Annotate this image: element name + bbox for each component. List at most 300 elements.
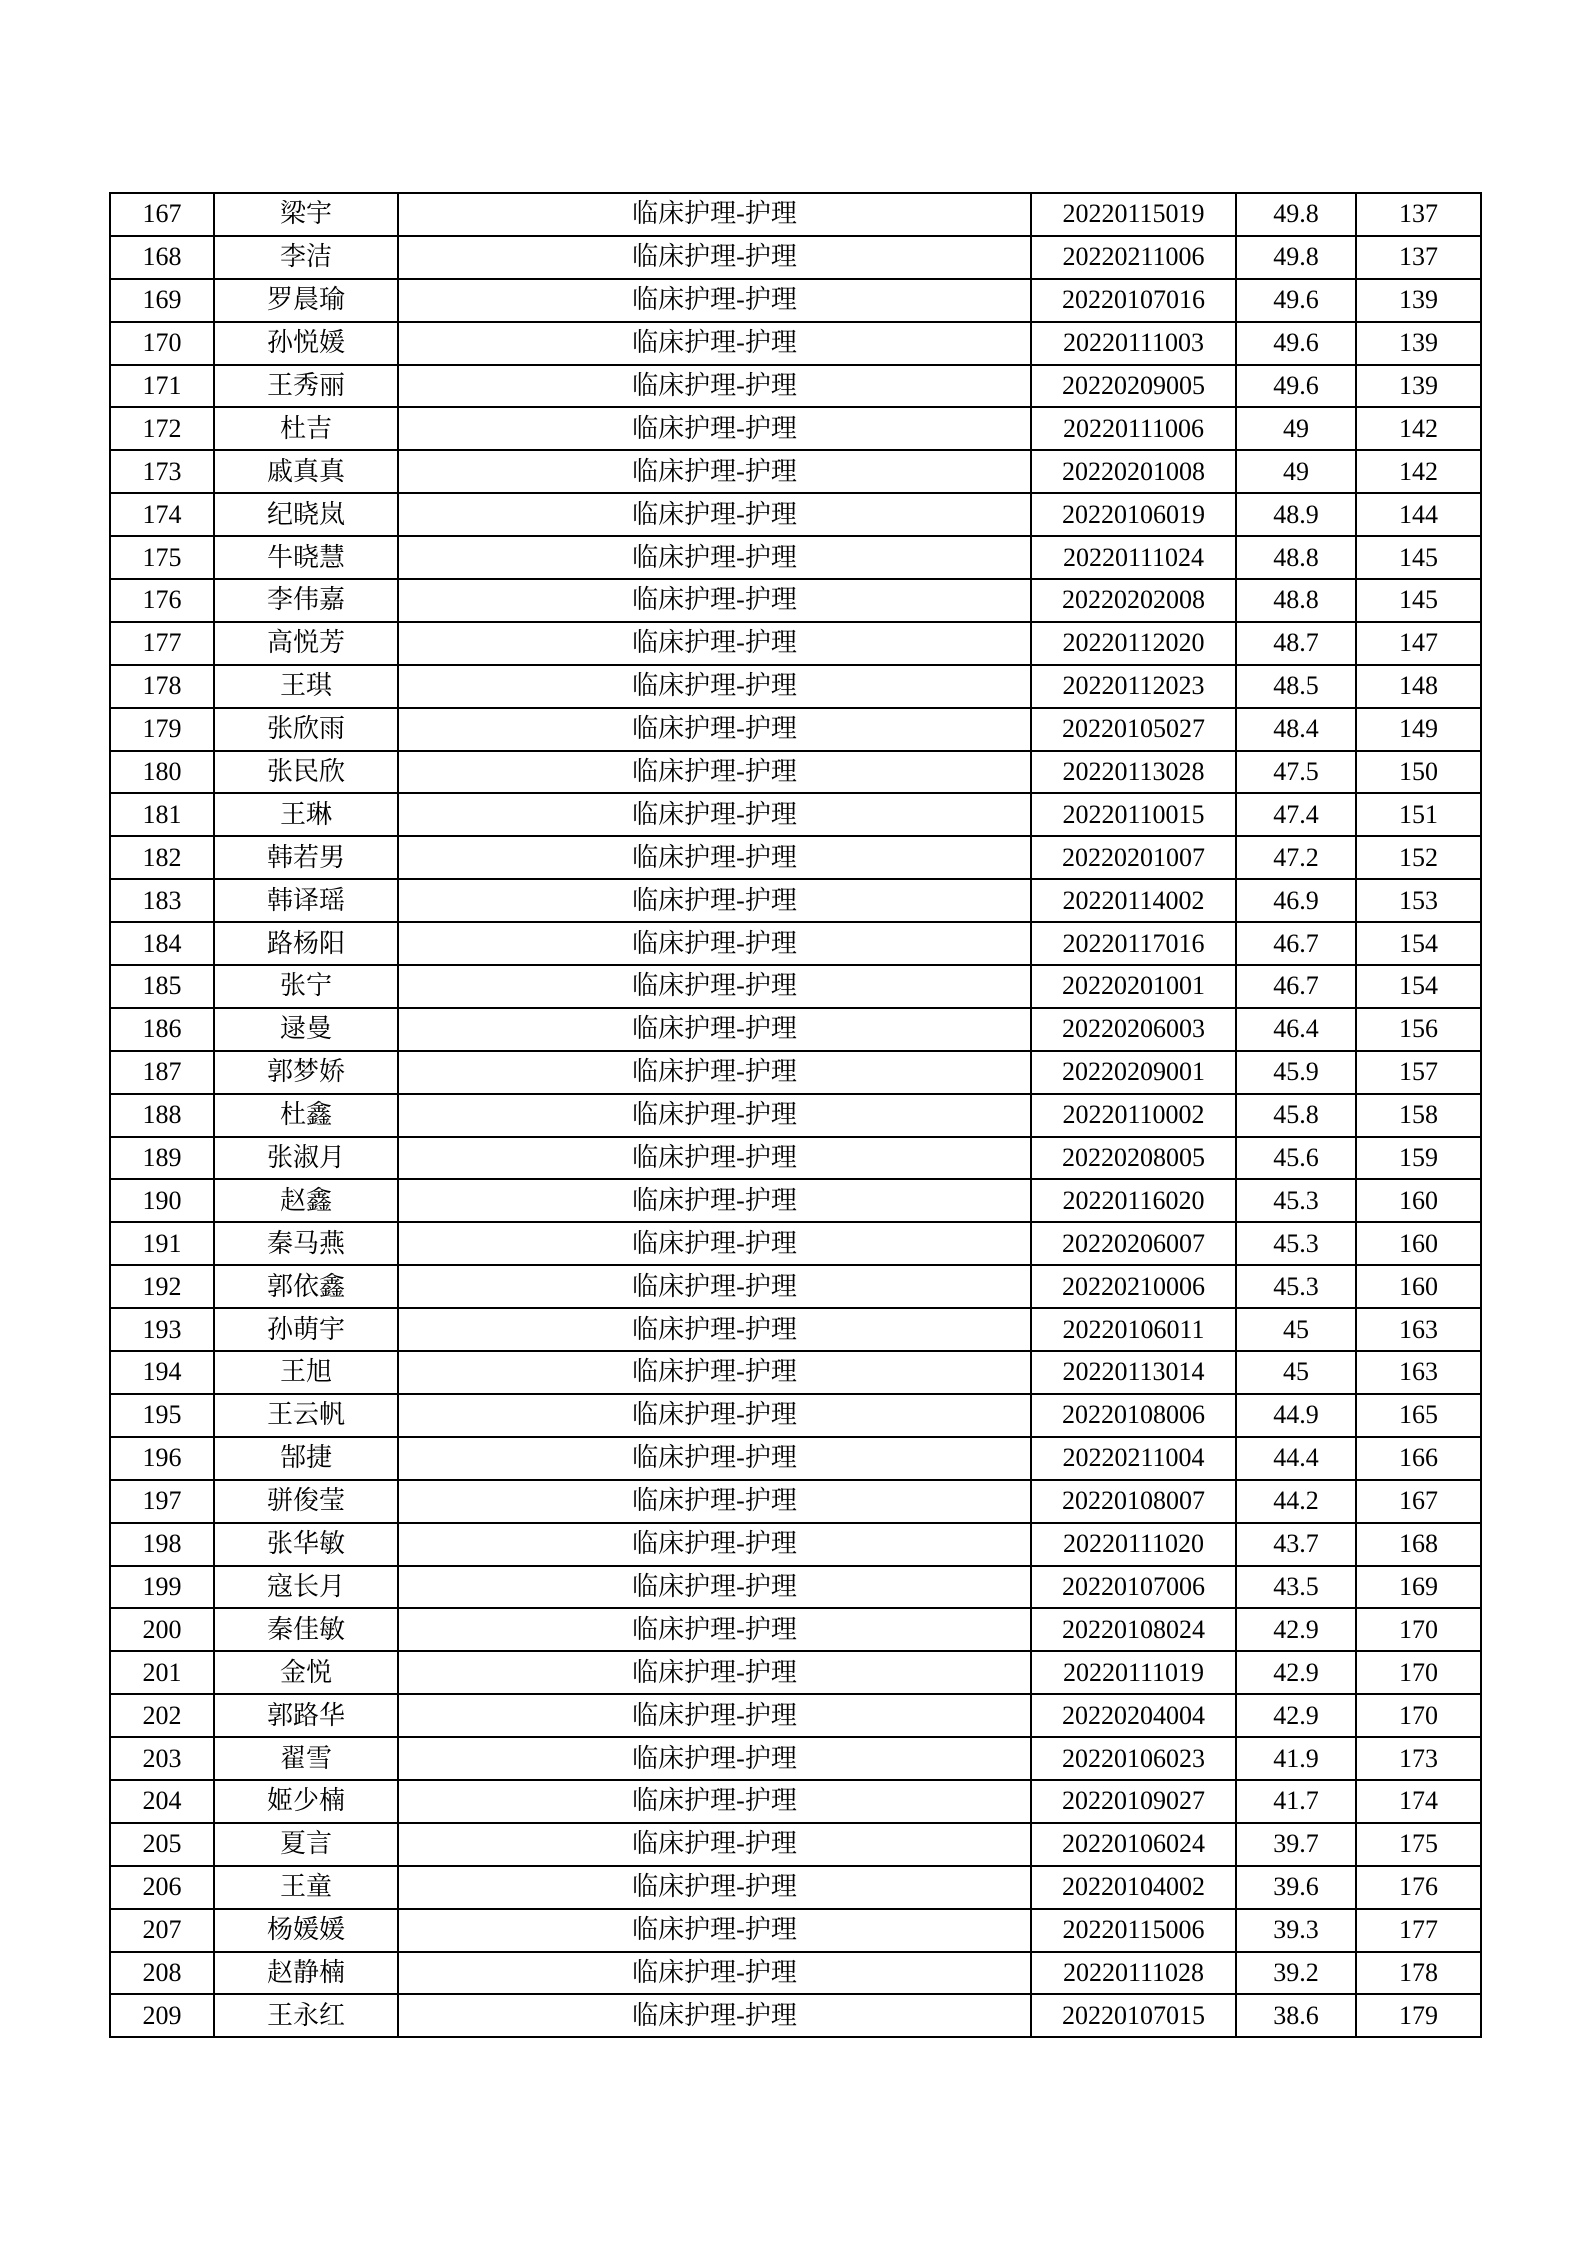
cell-position: 临床护理-护理 <box>398 193 1031 236</box>
table-row <box>110 365 1481 408</box>
cell-name: 姬少楠 <box>214 1780 398 1823</box>
cell-exam-no: 20220108007 <box>1031 1480 1236 1523</box>
cell-position: 临床护理-护理 <box>398 1823 1031 1866</box>
cell-name: 王琳 <box>214 793 398 836</box>
cell-exam-no: 20220204004 <box>1031 1694 1236 1737</box>
cell-rank: 142 <box>1356 407 1481 450</box>
cell-name: 王童 <box>214 1866 398 1909</box>
cell-name: 骈俊莹 <box>214 1480 398 1523</box>
cell-exam-no: 20220107015 <box>1031 1994 1236 2037</box>
cell-score: 45.3 <box>1236 1179 1356 1222</box>
cell-no: 191 <box>110 1222 214 1265</box>
cell-name: 罗晨瑜 <box>214 279 398 322</box>
cell-name: 夏言 <box>214 1823 398 1866</box>
cell-score: 47.5 <box>1236 751 1356 794</box>
cell-name: 金悦 <box>214 1651 398 1694</box>
cell-name: 赵静楠 <box>214 1952 398 1995</box>
cell-score: 43.7 <box>1236 1523 1356 1566</box>
cell-no: 204 <box>110 1780 214 1823</box>
cell-exam-no: 20220115006 <box>1031 1909 1236 1952</box>
cell-no: 203 <box>110 1737 214 1780</box>
cell-rank: 151 <box>1356 793 1481 836</box>
cell-score: 45.9 <box>1236 1051 1356 1094</box>
cell-no: 170 <box>110 322 214 365</box>
cell-name: 秦佳敏 <box>214 1608 398 1651</box>
cell-name: 杨媛媛 <box>214 1909 398 1952</box>
cell-position: 临床护理-护理 <box>398 536 1031 579</box>
cell-no: 173 <box>110 450 214 493</box>
cell-position: 临床护理-护理 <box>398 1437 1031 1480</box>
cell-exam-no: 20220110002 <box>1031 1094 1236 1137</box>
cell-position: 临床护理-护理 <box>398 836 1031 879</box>
cell-exam-no: 20220209001 <box>1031 1051 1236 1094</box>
cell-rank: 175 <box>1356 1823 1481 1866</box>
table-row <box>110 322 1481 365</box>
cell-name: 孙悦媛 <box>214 322 398 365</box>
cell-name: 牛晓慧 <box>214 536 398 579</box>
cell-score: 42.9 <box>1236 1608 1356 1651</box>
cell-rank: 160 <box>1356 1265 1481 1308</box>
cell-name: 韩若男 <box>214 836 398 879</box>
cell-position: 临床护理-护理 <box>398 493 1031 536</box>
cell-name: 李伟嘉 <box>214 579 398 622</box>
cell-name: 戚真真 <box>214 450 398 493</box>
cell-score: 45 <box>1236 1308 1356 1351</box>
cell-rank: 139 <box>1356 279 1481 322</box>
table-row <box>110 1094 1481 1137</box>
cell-no: 180 <box>110 751 214 794</box>
cell-position: 临床护理-护理 <box>398 1222 1031 1265</box>
cell-score: 46.7 <box>1236 965 1356 1008</box>
cell-score: 46.4 <box>1236 1008 1356 1051</box>
cell-exam-no: 20220202008 <box>1031 579 1236 622</box>
cell-name: 王旭 <box>214 1351 398 1394</box>
table-row <box>110 665 1481 708</box>
cell-name: 王永红 <box>214 1994 398 2037</box>
cell-exam-no: 20220104002 <box>1031 1866 1236 1909</box>
cell-exam-no: 20220211006 <box>1031 236 1236 279</box>
cell-position: 临床护理-护理 <box>398 1566 1031 1609</box>
table-row <box>110 1651 1481 1694</box>
cell-name: 杜吉 <box>214 407 398 450</box>
table-row <box>110 1737 1481 1780</box>
cell-rank: 170 <box>1356 1608 1481 1651</box>
cell-score: 45.6 <box>1236 1137 1356 1180</box>
cell-exam-no: 20220111024 <box>1031 536 1236 579</box>
cell-name: 高悦芳 <box>214 622 398 665</box>
table-row <box>110 879 1481 922</box>
cell-exam-no: 20220115019 <box>1031 193 1236 236</box>
cell-score: 49.6 <box>1236 365 1356 408</box>
cell-rank: 157 <box>1356 1051 1481 1094</box>
table-row <box>110 493 1481 536</box>
table-row <box>110 922 1481 965</box>
cell-no: 200 <box>110 1608 214 1651</box>
cell-exam-no: 20220210006 <box>1031 1265 1236 1308</box>
cell-position: 临床护理-护理 <box>398 279 1031 322</box>
cell-position: 临床护理-护理 <box>398 1866 1031 1909</box>
cell-rank: 166 <box>1356 1437 1481 1480</box>
cell-score: 49.8 <box>1236 193 1356 236</box>
cell-position: 临床护理-护理 <box>398 793 1031 836</box>
cell-position: 临床护理-护理 <box>398 1780 1031 1823</box>
cell-rank: 152 <box>1356 836 1481 879</box>
cell-exam-no: 20220113028 <box>1031 751 1236 794</box>
cell-exam-no: 20220113014 <box>1031 1351 1236 1394</box>
cell-position: 临床护理-护理 <box>398 579 1031 622</box>
table-row <box>110 407 1481 450</box>
cell-no: 197 <box>110 1480 214 1523</box>
cell-name: 赵鑫 <box>214 1179 398 1222</box>
cell-no: 172 <box>110 407 214 450</box>
cell-no: 190 <box>110 1179 214 1222</box>
score-table <box>109 192 1482 2038</box>
cell-rank: 144 <box>1356 493 1481 536</box>
cell-score: 38.6 <box>1236 1994 1356 2037</box>
cell-position: 临床护理-护理 <box>398 1008 1031 1051</box>
cell-no: 186 <box>110 1008 214 1051</box>
cell-no: 209 <box>110 1994 214 2037</box>
cell-score: 45.3 <box>1236 1222 1356 1265</box>
table-row <box>110 1480 1481 1523</box>
cell-position: 临床护理-护理 <box>398 1308 1031 1351</box>
cell-exam-no: 20220201008 <box>1031 450 1236 493</box>
cell-name: 秦马燕 <box>214 1222 398 1265</box>
cell-position: 临床护理-护理 <box>398 1909 1031 1952</box>
cell-no: 169 <box>110 279 214 322</box>
cell-no: 202 <box>110 1694 214 1737</box>
cell-no: 193 <box>110 1308 214 1351</box>
cell-rank: 168 <box>1356 1523 1481 1566</box>
cell-no: 187 <box>110 1051 214 1094</box>
cell-rank: 142 <box>1356 450 1481 493</box>
cell-position: 临床护理-护理 <box>398 1480 1031 1523</box>
cell-name: 孙萌宇 <box>214 1308 398 1351</box>
table-row <box>110 1694 1481 1737</box>
cell-rank: 154 <box>1356 965 1481 1008</box>
cell-name: 李洁 <box>214 236 398 279</box>
cell-name: 翟雪 <box>214 1737 398 1780</box>
cell-rank: 160 <box>1356 1179 1481 1222</box>
cell-position: 临床护理-护理 <box>398 708 1031 751</box>
cell-rank: 156 <box>1356 1008 1481 1051</box>
table-row <box>110 236 1481 279</box>
cell-score: 49 <box>1236 450 1356 493</box>
cell-exam-no: 20220106024 <box>1031 1823 1236 1866</box>
cell-score: 41.9 <box>1236 1737 1356 1780</box>
cell-position: 临床护理-护理 <box>398 751 1031 794</box>
cell-score: 46.9 <box>1236 879 1356 922</box>
cell-rank: 145 <box>1356 536 1481 579</box>
cell-score: 42.9 <box>1236 1651 1356 1694</box>
cell-position: 临床护理-护理 <box>398 922 1031 965</box>
cell-score: 45.8 <box>1236 1094 1356 1137</box>
cell-exam-no: 20220209005 <box>1031 365 1236 408</box>
cell-score: 48.8 <box>1236 536 1356 579</box>
table-row <box>110 1222 1481 1265</box>
cell-position: 临床护理-护理 <box>398 965 1031 1008</box>
cell-rank: 176 <box>1356 1866 1481 1909</box>
cell-rank: 154 <box>1356 922 1481 965</box>
cell-rank: 174 <box>1356 1780 1481 1823</box>
cell-position: 临床护理-护理 <box>398 622 1031 665</box>
cell-score: 44.4 <box>1236 1437 1356 1480</box>
cell-name: 王秀丽 <box>214 365 398 408</box>
table-row <box>110 1137 1481 1180</box>
cell-rank: 177 <box>1356 1909 1481 1952</box>
cell-score: 47.4 <box>1236 793 1356 836</box>
cell-no: 167 <box>110 193 214 236</box>
cell-rank: 170 <box>1356 1651 1481 1694</box>
cell-score: 49.8 <box>1236 236 1356 279</box>
cell-exam-no: 20220211004 <box>1031 1437 1236 1480</box>
table-row <box>110 579 1481 622</box>
cell-exam-no: 20220201001 <box>1031 965 1236 1008</box>
cell-no: 185 <box>110 965 214 1008</box>
cell-name: 张民欣 <box>214 751 398 794</box>
cell-name: 郜捷 <box>214 1437 398 1480</box>
cell-position: 临床护理-护理 <box>398 1094 1031 1137</box>
table-row <box>110 1437 1481 1480</box>
table-row <box>110 279 1481 322</box>
cell-no: 175 <box>110 536 214 579</box>
table-row <box>110 622 1481 665</box>
cell-exam-no: 20220111006 <box>1031 407 1236 450</box>
cell-name: 逯曼 <box>214 1008 398 1051</box>
cell-position: 临床护理-护理 <box>398 1994 1031 2037</box>
cell-position: 临床护理-护理 <box>398 1523 1031 1566</box>
cell-no: 183 <box>110 879 214 922</box>
cell-rank: 137 <box>1356 193 1481 236</box>
cell-position: 临床护理-护理 <box>398 1137 1031 1180</box>
table-row <box>110 1051 1481 1094</box>
cell-exam-no: 20220116020 <box>1031 1179 1236 1222</box>
cell-rank: 165 <box>1356 1394 1481 1437</box>
cell-position: 临床护理-护理 <box>398 1051 1031 1094</box>
cell-no: 178 <box>110 665 214 708</box>
cell-exam-no: 20220106019 <box>1031 493 1236 536</box>
cell-position: 临床护理-护理 <box>398 1694 1031 1737</box>
table-row <box>110 193 1481 236</box>
table-row <box>110 1308 1481 1351</box>
cell-score: 39.6 <box>1236 1866 1356 1909</box>
cell-no: 208 <box>110 1952 214 1995</box>
cell-rank: 137 <box>1356 236 1481 279</box>
cell-rank: 179 <box>1356 1994 1481 2037</box>
cell-rank: 150 <box>1356 751 1481 794</box>
cell-no: 179 <box>110 708 214 751</box>
cell-score: 45.3 <box>1236 1265 1356 1308</box>
cell-score: 48.7 <box>1236 622 1356 665</box>
table-row <box>110 536 1481 579</box>
cell-score: 45 <box>1236 1351 1356 1394</box>
cell-name: 梁宇 <box>214 193 398 236</box>
cell-no: 205 <box>110 1823 214 1866</box>
cell-exam-no: 20220105027 <box>1031 708 1236 751</box>
cell-exam-no: 20220111003 <box>1031 322 1236 365</box>
cell-name: 路杨阳 <box>214 922 398 965</box>
cell-score: 39.3 <box>1236 1909 1356 1952</box>
cell-no: 189 <box>110 1137 214 1180</box>
cell-position: 临床护理-护理 <box>398 879 1031 922</box>
cell-position: 临床护理-护理 <box>398 236 1031 279</box>
table-row <box>110 1265 1481 1308</box>
table-row <box>110 1523 1481 1566</box>
cell-position: 临床护理-护理 <box>398 1179 1031 1222</box>
cell-no: 199 <box>110 1566 214 1609</box>
cell-exam-no: 20220111028 <box>1031 1952 1236 1995</box>
cell-exam-no: 20220109027 <box>1031 1780 1236 1823</box>
cell-score: 41.7 <box>1236 1780 1356 1823</box>
cell-rank: 163 <box>1356 1308 1481 1351</box>
cell-no: 177 <box>110 622 214 665</box>
cell-name: 纪晓岚 <box>214 493 398 536</box>
cell-exam-no: 20220206003 <box>1031 1008 1236 1051</box>
cell-no: 194 <box>110 1351 214 1394</box>
table-row <box>110 1394 1481 1437</box>
cell-score: 48.5 <box>1236 665 1356 708</box>
table-row <box>110 751 1481 794</box>
cell-position: 临床护理-护理 <box>398 1952 1031 1995</box>
cell-position: 临床护理-护理 <box>398 1394 1031 1437</box>
cell-name: 郭路华 <box>214 1694 398 1737</box>
cell-name: 张淑月 <box>214 1137 398 1180</box>
cell-no: 192 <box>110 1265 214 1308</box>
cell-rank: 169 <box>1356 1566 1481 1609</box>
cell-name: 郭梦娇 <box>214 1051 398 1094</box>
cell-no: 181 <box>110 793 214 836</box>
cell-rank: 178 <box>1356 1952 1481 1995</box>
table-body <box>110 193 1481 2037</box>
cell-score: 46.7 <box>1236 922 1356 965</box>
cell-exam-no: 20220110015 <box>1031 793 1236 836</box>
table-row <box>110 1909 1481 1952</box>
cell-position: 临床护理-护理 <box>398 1351 1031 1394</box>
cell-exam-no: 20220108006 <box>1031 1394 1236 1437</box>
cell-score: 44.9 <box>1236 1394 1356 1437</box>
cell-no: 176 <box>110 579 214 622</box>
cell-exam-no: 20220114002 <box>1031 879 1236 922</box>
cell-name: 王琪 <box>214 665 398 708</box>
cell-no: 168 <box>110 236 214 279</box>
cell-no: 184 <box>110 922 214 965</box>
cell-rank: 139 <box>1356 365 1481 408</box>
cell-score: 39.2 <box>1236 1952 1356 1995</box>
cell-rank: 170 <box>1356 1694 1481 1737</box>
table-row <box>110 965 1481 1008</box>
cell-no: 182 <box>110 836 214 879</box>
cell-score: 49.6 <box>1236 279 1356 322</box>
cell-rank: 160 <box>1356 1222 1481 1265</box>
table-row <box>110 1994 1481 2037</box>
table-row <box>110 1008 1481 1051</box>
cell-rank: 153 <box>1356 879 1481 922</box>
cell-position: 临床护理-护理 <box>398 365 1031 408</box>
cell-position: 临床护理-护理 <box>398 1608 1031 1651</box>
cell-no: 206 <box>110 1866 214 1909</box>
cell-exam-no: 20220206007 <box>1031 1222 1236 1265</box>
cell-name: 张欣雨 <box>214 708 398 751</box>
table-row <box>110 1823 1481 1866</box>
cell-exam-no: 20220201007 <box>1031 836 1236 879</box>
cell-exam-no: 20220111020 <box>1031 1523 1236 1566</box>
table-row <box>110 1566 1481 1609</box>
cell-exam-no: 20220112023 <box>1031 665 1236 708</box>
table-row <box>110 708 1481 751</box>
table-row <box>110 1866 1481 1909</box>
cell-no: 195 <box>110 1394 214 1437</box>
cell-exam-no: 20220117016 <box>1031 922 1236 965</box>
cell-position: 临床护理-护理 <box>398 450 1031 493</box>
cell-exam-no: 20220111019 <box>1031 1651 1236 1694</box>
cell-score: 44.2 <box>1236 1480 1356 1523</box>
cell-rank: 145 <box>1356 579 1481 622</box>
cell-rank: 159 <box>1356 1137 1481 1180</box>
cell-rank: 147 <box>1356 622 1481 665</box>
cell-name: 张宁 <box>214 965 398 1008</box>
cell-score: 48.8 <box>1236 579 1356 622</box>
cell-name: 寇长月 <box>214 1566 398 1609</box>
cell-rank: 158 <box>1356 1094 1481 1137</box>
cell-rank: 163 <box>1356 1351 1481 1394</box>
cell-score: 39.7 <box>1236 1823 1356 1866</box>
table-row <box>110 1780 1481 1823</box>
table-row <box>110 1608 1481 1651</box>
cell-no: 198 <box>110 1523 214 1566</box>
table-row <box>110 1179 1481 1222</box>
cell-score: 43.5 <box>1236 1566 1356 1609</box>
table-row <box>110 793 1481 836</box>
cell-no: 207 <box>110 1909 214 1952</box>
cell-no: 171 <box>110 365 214 408</box>
cell-no: 174 <box>110 493 214 536</box>
cell-name: 郭依鑫 <box>214 1265 398 1308</box>
cell-position: 临床护理-护理 <box>398 1737 1031 1780</box>
cell-rank: 139 <box>1356 322 1481 365</box>
cell-position: 临床护理-护理 <box>398 665 1031 708</box>
cell-score: 49 <box>1236 407 1356 450</box>
cell-score: 48.9 <box>1236 493 1356 536</box>
cell-position: 临床护理-护理 <box>398 407 1031 450</box>
cell-exam-no: 20220108024 <box>1031 1608 1236 1651</box>
cell-score: 48.4 <box>1236 708 1356 751</box>
table-row <box>110 1351 1481 1394</box>
table-row <box>110 1952 1481 1995</box>
cell-score: 47.2 <box>1236 836 1356 879</box>
cell-exam-no: 20220107016 <box>1031 279 1236 322</box>
cell-rank: 167 <box>1356 1480 1481 1523</box>
cell-rank: 149 <box>1356 708 1481 751</box>
cell-score: 42.9 <box>1236 1694 1356 1737</box>
cell-position: 临床护理-护理 <box>398 1265 1031 1308</box>
cell-name: 王云帆 <box>214 1394 398 1437</box>
cell-no: 196 <box>110 1437 214 1480</box>
cell-exam-no: 20220112020 <box>1031 622 1236 665</box>
table-row <box>110 450 1481 493</box>
cell-name: 杜鑫 <box>214 1094 398 1137</box>
cell-rank: 173 <box>1356 1737 1481 1780</box>
cell-exam-no: 20220106023 <box>1031 1737 1236 1780</box>
cell-name: 张华敏 <box>214 1523 398 1566</box>
cell-position: 临床护理-护理 <box>398 322 1031 365</box>
cell-rank: 148 <box>1356 665 1481 708</box>
table-row <box>110 836 1481 879</box>
cell-score: 49.6 <box>1236 322 1356 365</box>
cell-exam-no: 20220107006 <box>1031 1566 1236 1609</box>
cell-no: 188 <box>110 1094 214 1137</box>
cell-exam-no: 20220106011 <box>1031 1308 1236 1351</box>
cell-no: 201 <box>110 1651 214 1694</box>
